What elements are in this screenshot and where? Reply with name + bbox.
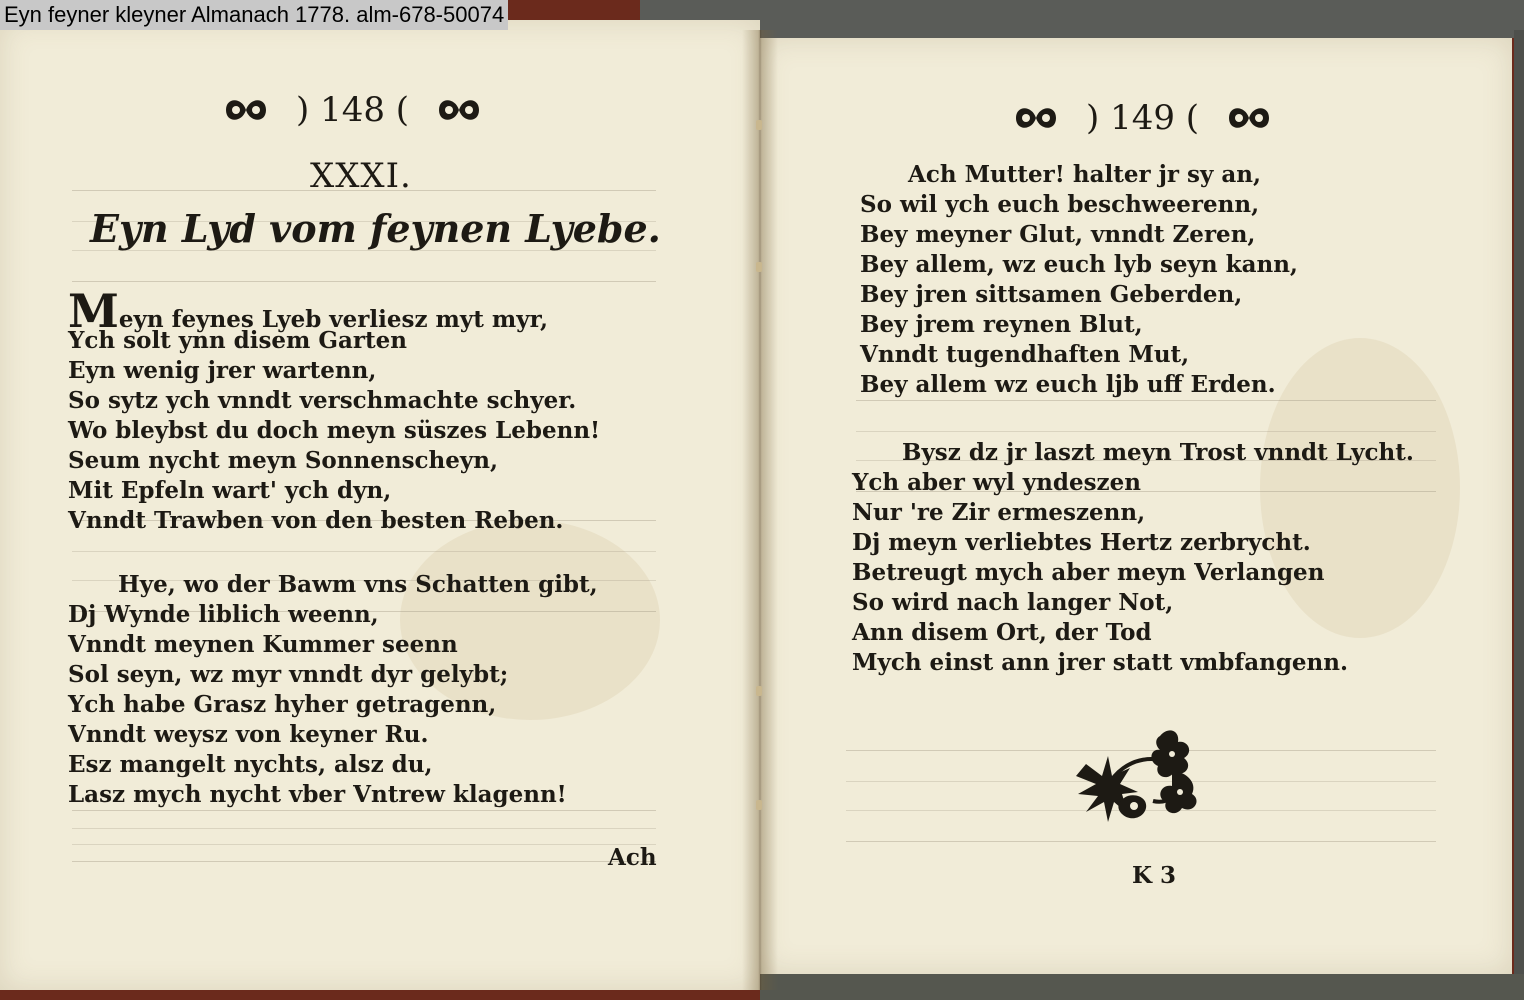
verse-line: Sol seyn, wz myr vnndt dyr gelybt; bbox=[68, 661, 509, 688]
show-through-staff bbox=[72, 810, 656, 862]
verse-line: Bey jren sittsamen Geberden, bbox=[860, 281, 1243, 308]
book-cover-bottom bbox=[760, 974, 1524, 1000]
stanza-2 bbox=[68, 570, 598, 810]
verse-line: Betreugt mych aber meyn Verlangen bbox=[852, 559, 1325, 586]
binding-stitch bbox=[756, 686, 762, 696]
fleuron-ornament-icon bbox=[1012, 99, 1060, 137]
verse-line: So wil ych euch beschweerenn, bbox=[860, 191, 1260, 218]
fleuron-ornament-icon bbox=[222, 91, 270, 129]
catchword: Ach bbox=[608, 844, 657, 871]
verse-line: Hye, wo der Bawm vns Schatten gibt, bbox=[118, 571, 598, 598]
verse-line: Lasz mych nycht vber Vntrew klagenn! bbox=[68, 781, 567, 808]
verse-line: Dj Wynde liblich weenn, bbox=[68, 601, 379, 628]
verse-line: Bey meyner Glut, vnndt Zeren, bbox=[860, 221, 1256, 248]
verse-line: Wo bleybst du doch meyn süszes Lebenn! bbox=[68, 417, 601, 444]
binding-stitch bbox=[756, 800, 762, 810]
song-number: XXXI. bbox=[310, 156, 412, 196]
signature-mark: K 3 bbox=[1132, 862, 1177, 889]
verse-line: Ach Mutter! halter jr sy an, bbox=[908, 161, 1262, 188]
verse-line: Bey allem, wz euch lyb seyn kann, bbox=[860, 251, 1298, 278]
verse-line: Ych solt ynn disem Garten bbox=[68, 327, 408, 354]
verse-line: Dj meyn verliebtes Hertz zerbrycht. bbox=[852, 529, 1311, 556]
page-number: ) 149 ( bbox=[1086, 98, 1200, 138]
drop-cap: M bbox=[68, 284, 119, 338]
verse-line: Nur 're Zir ermeszenn, bbox=[852, 499, 1146, 526]
verse-line: Mit Epfeln wart' ych dyn, bbox=[68, 477, 392, 504]
book-cover-right bbox=[1514, 30, 1524, 1000]
verse-line: Esz mangelt nychts, alsz du, bbox=[68, 751, 433, 778]
verse-line: Vnndt tugendhaften Mut, bbox=[860, 341, 1190, 368]
verse-line: Ych aber wyl yndeszen bbox=[852, 469, 1141, 496]
floral-vignette-icon bbox=[1068, 726, 1202, 826]
verse-line: Eyn wenig jrer wartenn, bbox=[68, 357, 377, 384]
verse-line: Vnndt meynen Kummer seenn bbox=[68, 631, 458, 658]
verse-line: Bey allem wz euch ljb uff Erden. bbox=[860, 371, 1276, 398]
right-page-header bbox=[1012, 98, 1273, 138]
verse-line: Bey jrem reynen Blut, bbox=[860, 311, 1143, 338]
verse-line: Meyn feynes Lyeb verliesz myt myr, bbox=[68, 284, 549, 338]
left-page-header bbox=[222, 90, 483, 130]
binding-stitch bbox=[756, 262, 762, 272]
verse-line: So wird nach langer Not, bbox=[852, 589, 1174, 616]
archive-caption: Eyn feyner kleyner Almanach 1778. alm-678-50074 bbox=[0, 0, 508, 30]
verse-line: Ych habe Grasz hyher getragenn, bbox=[68, 691, 497, 718]
verse-line: Ann disem Ort, der Tod bbox=[852, 619, 1152, 646]
verse-line: Vnndt Trawben von den besten Reben. bbox=[68, 507, 564, 534]
stanza-3 bbox=[860, 160, 1298, 400]
binding-stitch bbox=[756, 120, 762, 130]
book-gutter bbox=[742, 30, 778, 990]
verse-line: Bysz dz jr laszt meyn Trost vnndt Lycht. bbox=[902, 439, 1414, 466]
stanza-1 bbox=[68, 284, 601, 536]
verse-line: Mych einst ann jrer statt vmbfangenn. bbox=[852, 649, 1348, 676]
fleuron-ornament-icon bbox=[1225, 99, 1273, 137]
fleuron-ornament-icon bbox=[435, 91, 483, 129]
song-title: Eyn Lyd vom feynen Lyebe. bbox=[90, 206, 661, 251]
verse-line: Vnndt weysz von keyner Ru. bbox=[68, 721, 429, 748]
verse-line: Seum nycht meyn Sonnenscheyn, bbox=[68, 447, 498, 474]
stanza-4 bbox=[852, 438, 1414, 678]
page-number: ) 148 ( bbox=[296, 90, 410, 130]
verse-line: So sytz ych vnndt verschmachte schyer. bbox=[68, 387, 577, 414]
